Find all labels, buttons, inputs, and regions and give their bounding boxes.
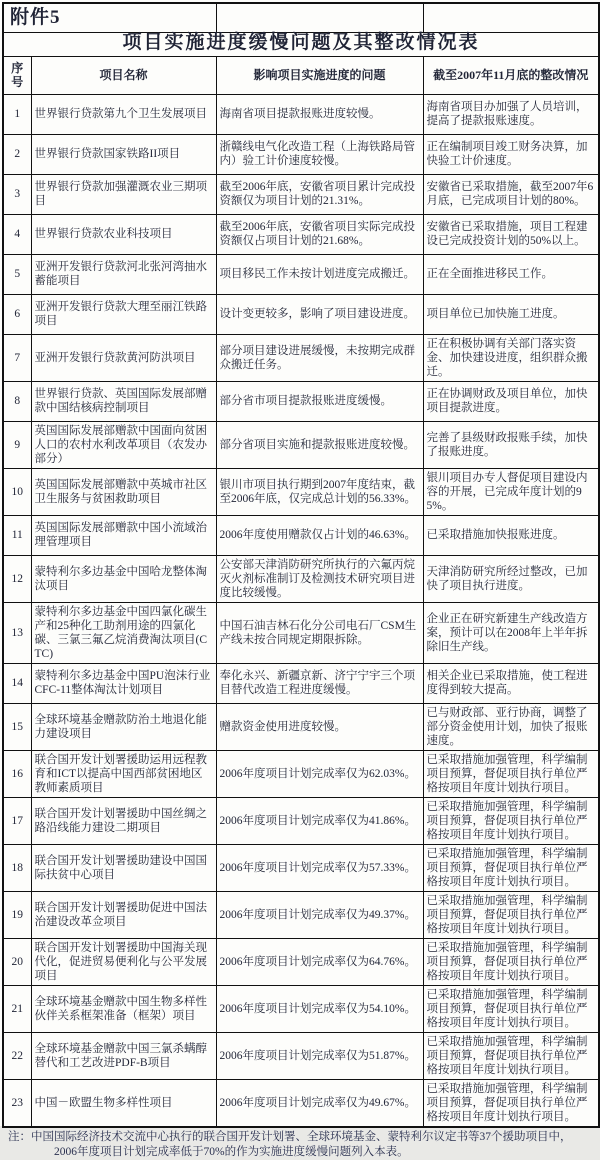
project-name-cell: 全球环境基金赠款中国生物多样性伙伴关系框架准备（框架）项目 <box>31 985 216 1032</box>
issue-cell: 赠款资金使用进度较慢。 <box>216 703 423 750</box>
issue-cell: 2006年度项目计划完成率仅为64.76%。 <box>216 938 423 985</box>
row-number: 12 <box>3 555 31 602</box>
table-row <box>3 94 599 134</box>
project-name-cell: 英国国际发展部赠款中国面向贫困人口的农村水利改革项目（农发办部分） <box>31 421 216 468</box>
issue-cell: 2006年度项目计划完成率仅为51.87%。 <box>216 1032 423 1079</box>
fix-cell: 相关企业已采取措施，使工程进度得到较大提高。 <box>423 663 599 703</box>
issue-cell: 公安部天津消防研究所执行的六氟丙烷灭火剂标准制订及检测技术研究项目进度比较缓慢。 <box>216 555 423 602</box>
table-row <box>3 844 599 891</box>
table-row <box>3 468 599 515</box>
project-name-cell: 亚洲开发银行贷款黄河防洪项目 <box>31 334 216 381</box>
row-number: 7 <box>3 334 31 381</box>
attachment-empty-cell <box>423 3 599 32</box>
table-row <box>3 134 599 174</box>
table-row <box>3 555 599 602</box>
fix-cell: 银川项目办专人督促项目建设内容的开展，已完成年度计划的95%。 <box>423 468 599 515</box>
project-name-cell: 蒙特利尔多边基金中国哈龙整体淘汰项目 <box>31 555 216 602</box>
attachment-label: 附件5 <box>3 3 216 32</box>
row-number: 19 <box>3 891 31 938</box>
issue-cell: 2006年度项目计划完成率仅为49.37%。 <box>216 891 423 938</box>
table-row <box>3 1079 599 1127</box>
column-header-index: 序号 <box>3 56 31 94</box>
project-name-cell: 中国－欧盟生物多样性项目 <box>31 1079 216 1127</box>
project-name-cell: 世界银行贷款国家铁路II项目 <box>31 134 216 174</box>
table-row <box>3 703 599 750</box>
fix-cell: 完善了县级财政报账手续，加快了报账进度。 <box>423 421 599 468</box>
issue-cell: 部分项目建设进展缓慢，未按期完成群众搬迁任务。 <box>216 334 423 381</box>
table-row <box>3 421 599 468</box>
table-row <box>3 515 599 555</box>
footnote-line-1: 注：中国国际经济技术交流中心执行的联合国开发计划署、全球环境基金、蒙特利尔议定书等37个援助项目中， <box>8 1130 572 1143</box>
issue-cell: 浙赣线电气化改造工程（上海铁路局管内）验工计价速度较慢。 <box>216 134 423 174</box>
row-number: 22 <box>3 1032 31 1079</box>
project-name-cell: 世界银行贷款加强灌溉农业三期项目 <box>31 174 216 214</box>
row-number: 17 <box>3 797 31 844</box>
issue-cell: 奉化永兴、新疆京新、济宁宁宇三个项目替代改造工程进度缓慢。 <box>216 663 423 703</box>
row-number: 18 <box>3 844 31 891</box>
issue-cell: 银川市项目执行期到2007年度结束，截至2006年底，仅完成总计划的56.33%。 <box>216 468 423 515</box>
project-name-cell: 全球环境基金赠款防治土地退化能力建设项目 <box>31 703 216 750</box>
table-row <box>3 750 599 797</box>
row-number: 10 <box>3 468 31 515</box>
table-row <box>3 985 599 1032</box>
project-name-cell: 世界银行贷款第九个卫生发展项目 <box>31 94 216 134</box>
fix-cell: 企业正在研究新建生产线改造方案，预计可以在2008年上半年拆除旧生产线。 <box>423 602 599 663</box>
project-name-cell: 世界银行贷款、英国国际发展部赠款中国结核病控制项目 <box>31 381 216 421</box>
project-name-cell: 亚洲开发银行贷款大理至丽江铁路项目 <box>31 294 216 334</box>
issue-cell: 2006年度项目计划完成率仅为62.03%。 <box>216 750 423 797</box>
row-number: 16 <box>3 750 31 797</box>
row-number: 13 <box>3 602 31 663</box>
column-header-issue: 影响项目实施进度的问题 <box>216 56 423 94</box>
project-name-cell: 联合国开发计划署援助建设中国国际扶贫中心项目 <box>31 844 216 891</box>
issue-cell: 2006年度项目计划完成率仅为49.67%。 <box>216 1079 423 1127</box>
column-header-rectification: 截至2007年11月底的整改情况 <box>423 56 599 94</box>
fix-cell: 已采取措施加快报账进度。 <box>423 515 599 555</box>
row-number: 15 <box>3 703 31 750</box>
issue-cell: 截至2006年底，安徽省项目累计完成投资额仅为项目计划的21.31%。 <box>216 174 423 214</box>
table-header-row <box>3 56 599 94</box>
issue-cell: 中国石油吉林石化分公司电石厂CSM生产线未按合同规定期限拆除。 <box>216 602 423 663</box>
fix-cell: 已采取措施加强管理，科学编制项目预算，督促项目执行单位严格按项目年度计划执行项目。 <box>423 1079 599 1127</box>
project-name-cell: 联合国开发计划署援助促进中国法治建设改革佥项目 <box>31 891 216 938</box>
issue-cell: 部分省项目实施和提款报账进度较慢。 <box>216 421 423 468</box>
table-row <box>3 214 599 254</box>
footnote <box>2 1130 598 1160</box>
row-number: 9 <box>3 421 31 468</box>
fix-cell: 安徽省已采取措施，项目工程建设已完成投资计划的50%以上。 <box>423 214 599 254</box>
project-name-cell: 全球环境基金赠款中国三氯杀螨醇替代和工艺改进PDF-B项目 <box>31 1032 216 1079</box>
row-number: 1 <box>3 94 31 134</box>
row-number: 4 <box>3 214 31 254</box>
issue-cell: 海南省项目提款报账进度较慢。 <box>216 94 423 134</box>
attachment-empty-cell <box>216 3 423 32</box>
fix-cell: 正在编制项目竣工财务决算，加快验工计价速度。 <box>423 134 599 174</box>
fix-cell: 正在协调财政及项目单位，加快项目提款进度。 <box>423 381 599 421</box>
project-name-cell: 蒙特利尔多边基金中国PU泡沫行业CFC-11整体淘汰计划项目 <box>31 663 216 703</box>
attachment-row <box>3 3 599 32</box>
project-name-cell: 联合国开发计划署援助运用远程教育和ICT以提高中国西部贫困地区教师素质项目 <box>31 750 216 797</box>
row-number: 8 <box>3 381 31 421</box>
table-row <box>3 381 599 421</box>
project-name-cell: 英国国际发展部赠款中英城市社区卫生服务与贫困救助项目 <box>31 468 216 515</box>
fix-cell: 天津消防研究所经过整改，已加快了项目执行进度。 <box>423 555 599 602</box>
project-name-cell: 蒙特利尔多边基金中国四氯化碳生产和25种化工助剂用途的四氯化碳、三氯三氟乙烷消费淘汰项目(CTC) <box>31 602 216 663</box>
row-number: 11 <box>3 515 31 555</box>
table-row <box>3 891 599 938</box>
title-row <box>3 32 599 56</box>
rectification-table <box>2 2 600 1128</box>
row-number: 23 <box>3 1079 31 1127</box>
row-number: 14 <box>3 663 31 703</box>
table-row <box>3 294 599 334</box>
column-header-project-name: 项目名称 <box>31 56 216 94</box>
table-row <box>3 1032 599 1079</box>
fix-cell: 已采取措施加强管理，科学编制项目预算，督促项目执行单位严格按项目年度计划执行项目。 <box>423 750 599 797</box>
fix-cell: 正在积极协调有关部门落实资金、加快建设进度，组织群众搬迁。 <box>423 334 599 381</box>
table-row <box>3 797 599 844</box>
fix-cell: 海南省项目办加强了人员培训，提高了提款报账速度。 <box>423 94 599 134</box>
issue-cell: 2006年度项目计划完成率仅为41.86%。 <box>216 797 423 844</box>
project-name-cell: 亚洲开发银行贷款河北张河湾抽水蓄能项目 <box>31 254 216 294</box>
row-number: 6 <box>3 294 31 334</box>
fix-cell: 已采取措施加强管理，科学编制项目预算，督促项目执行单位严格按项目年度计划执行项目。 <box>423 938 599 985</box>
project-name-cell: 世界银行贷款农业科技项目 <box>31 214 216 254</box>
fix-cell: 正在全面推进移民工作。 <box>423 254 599 294</box>
fix-cell: 已采取措施加强管理，科学编制项目预算，督促项目执行单位严格按项目年度计划执行项目。 <box>423 797 599 844</box>
table-row <box>3 334 599 381</box>
issue-cell: 2006年度项目计划完成率仅为54.10%。 <box>216 985 423 1032</box>
table-row <box>3 663 599 703</box>
table-row <box>3 254 599 294</box>
table-row <box>3 938 599 985</box>
project-name-cell: 联合国开发计划署援助中国丝绸之路沿线能力建设二期项目 <box>31 797 216 844</box>
issue-cell: 2006年度项目计划完成率仅为57.33%。 <box>216 844 423 891</box>
issue-cell: 截至2006年底，安徽省项目实际完成投资额仅占项目计划的21.68%。 <box>216 214 423 254</box>
table-row <box>3 174 599 214</box>
fix-cell: 已采取措施加强管理，科学编制项目预算，督促项目执行单位严格按项目年度计划执行项目。 <box>423 1032 599 1079</box>
fix-cell: 安徽省已采取措施，截至2007年6月底，已完成项目计划的80%。 <box>423 174 599 214</box>
page-title: 项目实施进度缓慢问题及其整改情况表 <box>3 32 599 56</box>
footnote-line-2: 2006年度项目计划完成率低于70%的作为实施进度缓慢问题列入本表。 <box>54 1145 409 1158</box>
fix-cell: 项目单位已加快施工进度。 <box>423 294 599 334</box>
issue-cell: 2006年度使用赠款仅占计划的46.63%。 <box>216 515 423 555</box>
row-number: 2 <box>3 134 31 174</box>
row-number: 3 <box>3 174 31 214</box>
issue-cell: 设计变更较多，影响了项目建设进度。 <box>216 294 423 334</box>
row-number: 20 <box>3 938 31 985</box>
fix-cell: 已采取措施加强管理，科学编制项目预算，督促项目执行单位严格按项目年度计划执行项目。 <box>423 985 599 1032</box>
table-body <box>3 94 599 1127</box>
fix-cell: 已采取措施加强管理，科学编制项目预算，督促项目执行单位严格按项目年度计划执行项目。 <box>423 844 599 891</box>
table-row <box>3 602 599 663</box>
issue-cell: 项目移民工作未按计划进度完成搬迁。 <box>216 254 423 294</box>
row-number: 5 <box>3 254 31 294</box>
project-name-cell: 英国国际发展部赠款中国小流域治理管理项目 <box>31 515 216 555</box>
row-number: 21 <box>3 985 31 1032</box>
project-name-cell: 联合国开发计划署援助中国海关现代化，促进贸易便利化与公平发展项目 <box>31 938 216 985</box>
fix-cell: 已采取措施加强管理，科学编制项目预算，督促项目执行单位严格按项目年度计划执行项目。 <box>423 891 599 938</box>
issue-cell: 部分省市项目提款报账进度缓慢。 <box>216 381 423 421</box>
fix-cell: 已与财政部、亚行协商，调整了部分资金使用计划，加快了报账速度。 <box>423 703 599 750</box>
